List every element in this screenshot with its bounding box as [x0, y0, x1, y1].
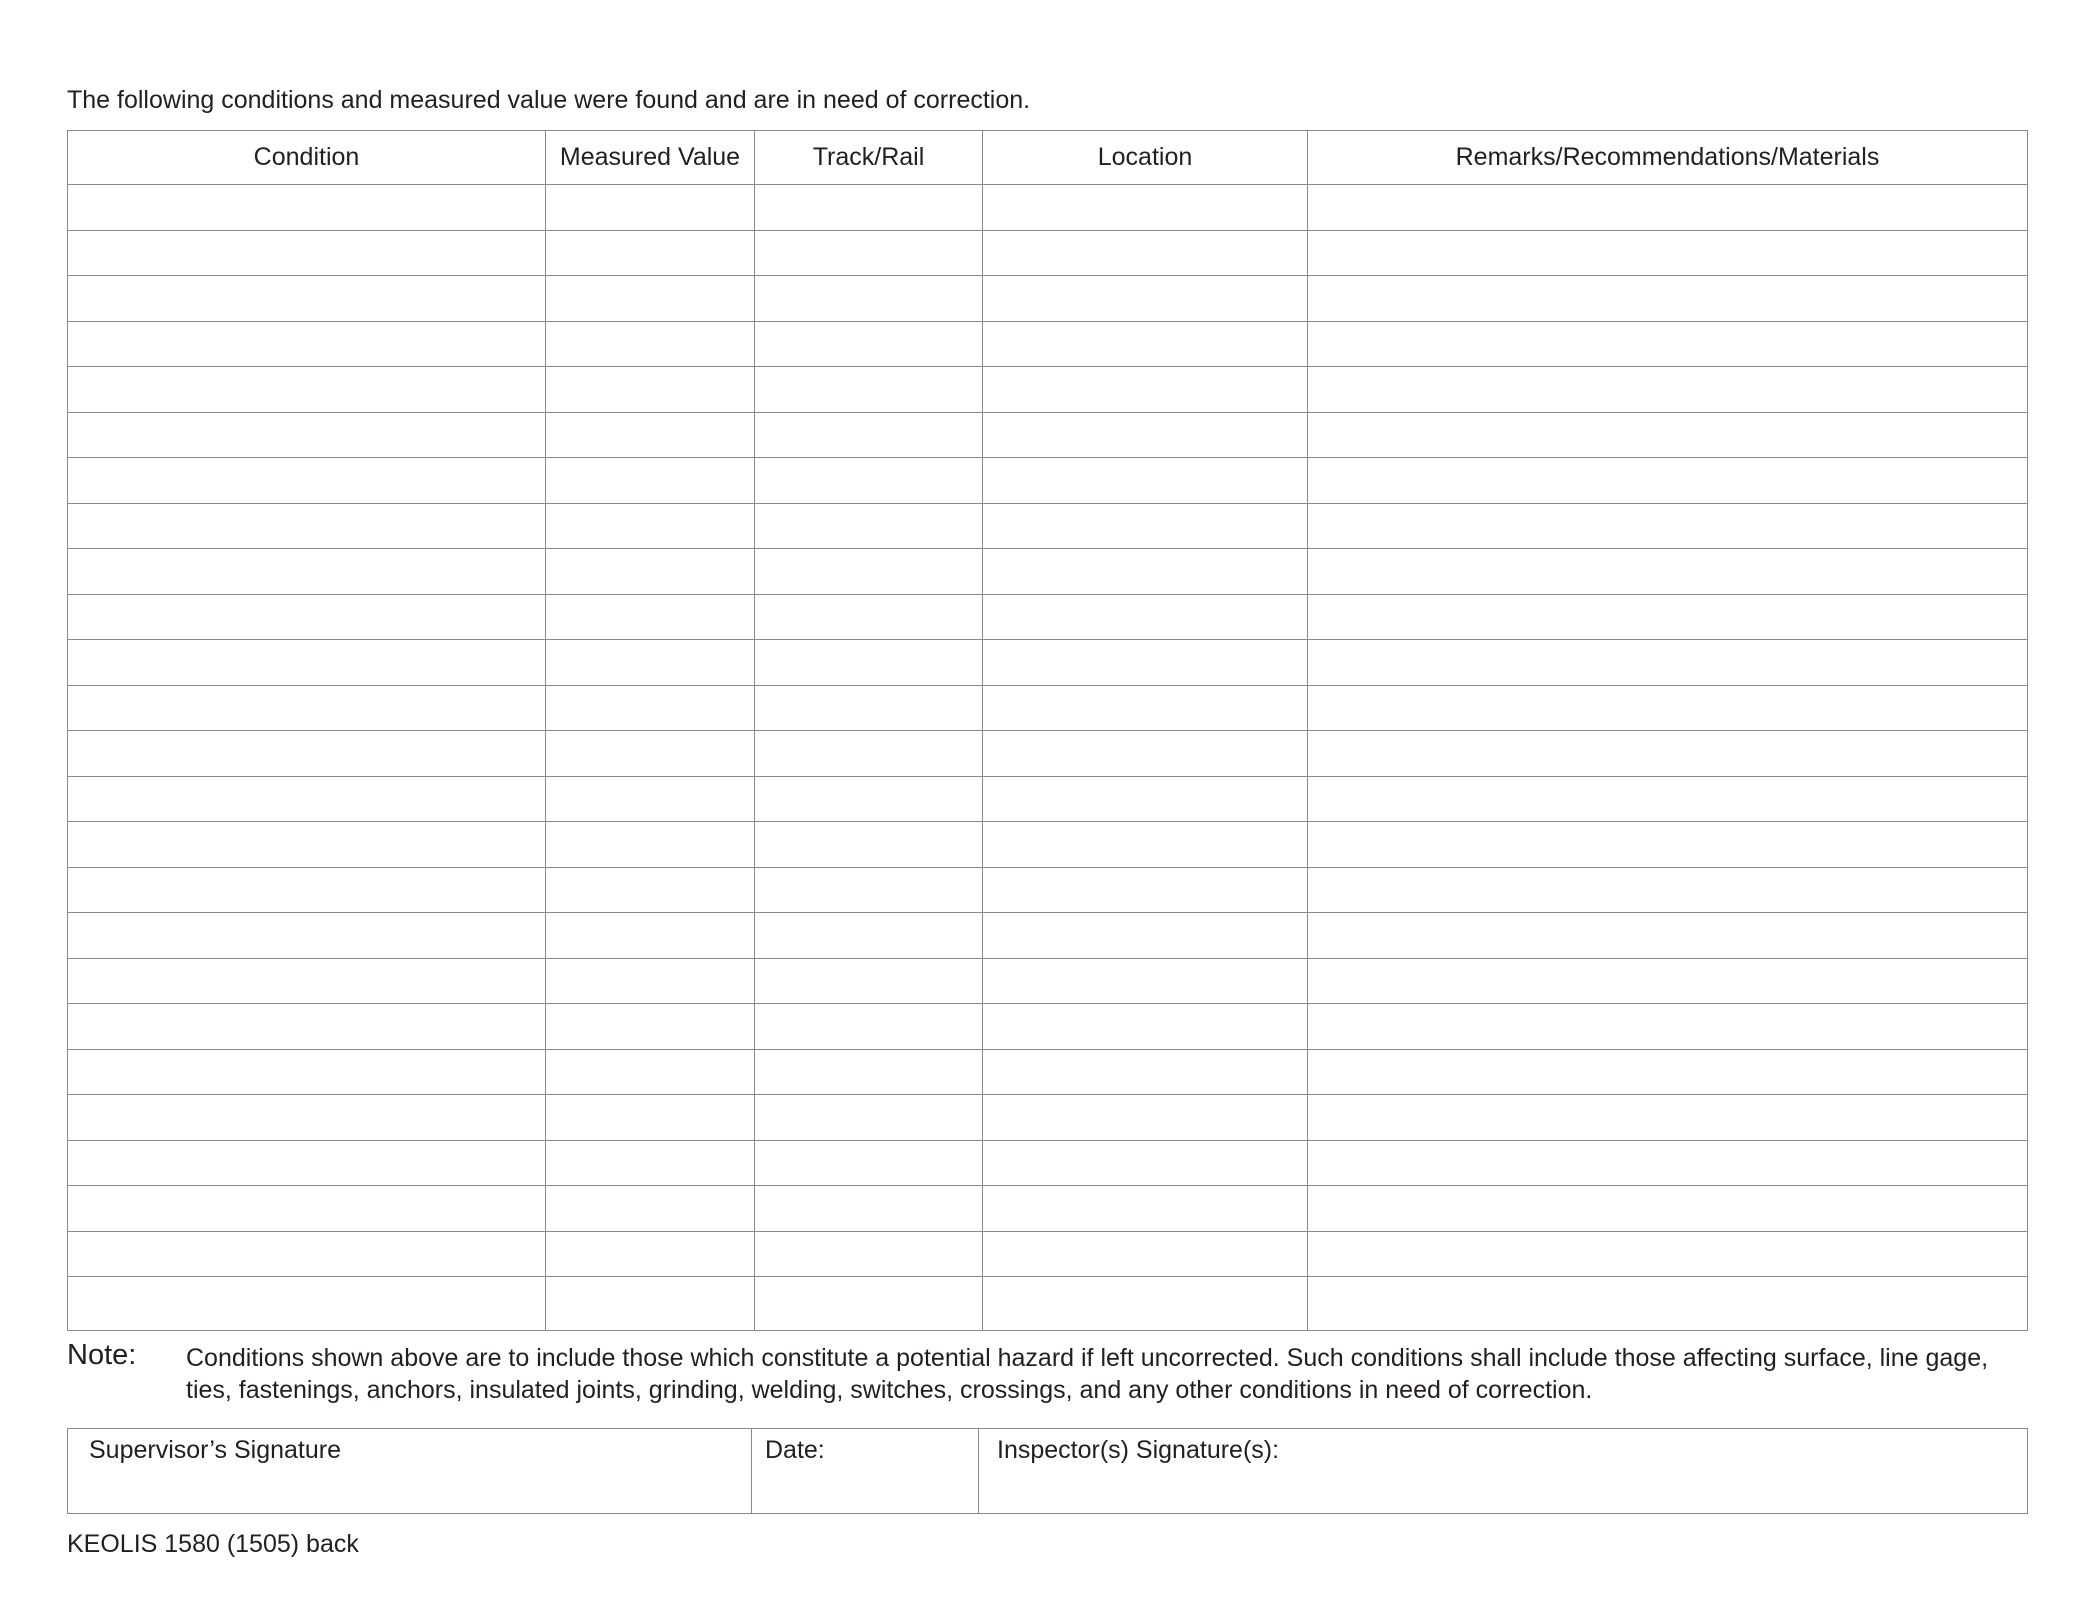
condition-cell[interactable]: [68, 321, 546, 367]
track-rail-cell[interactable]: [755, 503, 983, 549]
remarks-cell[interactable]: [1308, 230, 2028, 276]
table-row: [68, 958, 2028, 1004]
table-row: [68, 685, 2028, 731]
remarks-cell[interactable]: [1308, 731, 2028, 777]
measured-value-cell[interactable]: [546, 230, 755, 276]
remarks-cell[interactable]: [1308, 594, 2028, 640]
location-cell[interactable]: [983, 913, 1308, 959]
remarks-cell[interactable]: [1308, 685, 2028, 731]
measured-value-cell[interactable]: [546, 594, 755, 640]
condition-cell[interactable]: [68, 958, 546, 1004]
supervisor-signature-field[interactable]: [68, 1429, 752, 1514]
track-rail-cell[interactable]: [755, 185, 983, 231]
measured-value-cell[interactable]: [546, 1277, 755, 1331]
table-row: [68, 1095, 2028, 1141]
table-row: [68, 1140, 2028, 1186]
remarks-cell[interactable]: [1308, 412, 2028, 458]
condition-cell[interactable]: [68, 594, 546, 640]
table-row: [68, 776, 2028, 822]
column-header-measured-value: Measured Value: [546, 131, 755, 185]
remarks-cell[interactable]: [1308, 321, 2028, 367]
measured-value-cell[interactable]: [546, 776, 755, 822]
condition-cell[interactable]: [68, 1140, 546, 1186]
location-cell[interactable]: [983, 822, 1308, 868]
column-header-track-rail: Track/Rail: [755, 131, 983, 185]
measured-value-cell[interactable]: [546, 412, 755, 458]
inspector-signature-label: Inspector(s) Signature(s):: [997, 1436, 1280, 1464]
table-row: [68, 1277, 2028, 1331]
column-header-remarks: Remarks/Recommendations/Materials: [1308, 131, 2028, 185]
track-rail-cell[interactable]: [755, 594, 983, 640]
location-cell[interactable]: [983, 1231, 1308, 1277]
table-row: [68, 412, 2028, 458]
track-rail-cell[interactable]: [755, 1186, 983, 1232]
condition-cell[interactable]: [68, 1186, 546, 1232]
track-rail-cell[interactable]: [755, 685, 983, 731]
location-cell[interactable]: [983, 685, 1308, 731]
table-row: [68, 276, 2028, 322]
condition-cell[interactable]: [68, 1095, 546, 1141]
location-cell[interactable]: [983, 776, 1308, 822]
location-cell[interactable]: [983, 230, 1308, 276]
location-cell[interactable]: [983, 321, 1308, 367]
measured-value-cell[interactable]: [546, 822, 755, 868]
track-rail-cell[interactable]: [755, 412, 983, 458]
location-cell[interactable]: [983, 1186, 1308, 1232]
table-row: [68, 822, 2028, 868]
measured-value-cell[interactable]: [546, 1004, 755, 1050]
remarks-cell[interactable]: [1308, 867, 2028, 913]
track-rail-cell[interactable]: [755, 958, 983, 1004]
track-rail-cell[interactable]: [755, 640, 983, 686]
table-row: [68, 913, 2028, 959]
track-rail-cell[interactable]: [755, 1277, 983, 1331]
table-row: [68, 185, 2028, 231]
condition-cell[interactable]: [68, 685, 546, 731]
table-row: [68, 230, 2028, 276]
location-cell[interactable]: [983, 1004, 1308, 1050]
track-rail-cell[interactable]: [755, 1140, 983, 1186]
track-rail-cell[interactable]: [755, 822, 983, 868]
measured-value-cell[interactable]: [546, 503, 755, 549]
location-cell[interactable]: [983, 185, 1308, 231]
column-header-location: Location: [983, 131, 1308, 185]
condition-cell[interactable]: [68, 276, 546, 322]
location-cell[interactable]: [983, 503, 1308, 549]
track-rail-cell[interactable]: [755, 1231, 983, 1277]
table-row: [68, 640, 2028, 686]
condition-cell[interactable]: [68, 1231, 546, 1277]
track-rail-cell[interactable]: [755, 367, 983, 413]
remarks-cell[interactable]: [1308, 1186, 2028, 1232]
table-row: [68, 731, 2028, 777]
table-row: [68, 549, 2028, 595]
measured-value-cell[interactable]: [546, 1186, 755, 1232]
condition-cell[interactable]: [68, 776, 546, 822]
measured-value-cell[interactable]: [546, 731, 755, 777]
remarks-cell[interactable]: [1308, 1231, 2028, 1277]
note-text: Conditions shown above are to include those which constitute a potential hazard if left uncorrected. Such conditions shall include those affecting surface, line gage, ties, fastenings, anchors, insulated joints, grinding, welding, switches, crossings, and any other conditions in need of correction.: [186, 1344, 1989, 1404]
remarks-cell[interactable]: [1308, 640, 2028, 686]
condition-cell[interactable]: [68, 503, 546, 549]
condition-cell[interactable]: [68, 367, 546, 413]
measured-value-cell[interactable]: [546, 367, 755, 413]
measured-value-cell[interactable]: [546, 958, 755, 1004]
condition-cell[interactable]: [68, 185, 546, 231]
remarks-cell[interactable]: [1308, 276, 2028, 322]
remarks-cell[interactable]: [1308, 822, 2028, 868]
track-rail-cell[interactable]: [755, 731, 983, 777]
location-cell[interactable]: [983, 1277, 1308, 1331]
location-cell[interactable]: [983, 412, 1308, 458]
date-field[interactable]: [752, 1429, 979, 1514]
supervisor-signature-label: Supervisor’s Signature: [89, 1436, 341, 1464]
location-cell[interactable]: [983, 867, 1308, 913]
remarks-cell[interactable]: [1308, 1277, 2028, 1331]
location-cell[interactable]: [983, 1095, 1308, 1141]
note-label: Note:: [67, 1339, 137, 1371]
remarks-cell[interactable]: [1308, 1140, 2028, 1186]
table-row: [68, 321, 2028, 367]
table-row: [68, 867, 2028, 913]
location-cell[interactable]: [983, 1140, 1308, 1186]
remarks-cell[interactable]: [1308, 1095, 2028, 1141]
measured-value-cell[interactable]: [546, 1049, 755, 1095]
condition-cell[interactable]: [68, 640, 546, 686]
remarks-cell[interactable]: [1308, 549, 2028, 595]
track-rail-cell[interactable]: [755, 230, 983, 276]
measured-value-cell[interactable]: [546, 867, 755, 913]
track-rail-cell[interactable]: [755, 1004, 983, 1050]
column-header-condition: Condition: [68, 131, 546, 185]
conditions-table: [67, 130, 2028, 1331]
condition-cell[interactable]: [68, 731, 546, 777]
location-cell[interactable]: [983, 458, 1308, 504]
location-cell[interactable]: [983, 1049, 1308, 1095]
inspector-signature-field[interactable]: [979, 1429, 2028, 1514]
condition-cell[interactable]: [68, 412, 546, 458]
measured-value-cell[interactable]: [546, 640, 755, 686]
table-row: [68, 1004, 2028, 1050]
remarks-cell[interactable]: [1308, 913, 2028, 959]
location-cell[interactable]: [983, 276, 1308, 322]
measured-value-cell[interactable]: [546, 549, 755, 595]
intro-text: The following conditions and measured value were found and are in need of correction.: [67, 86, 1031, 114]
signature-table: [67, 1428, 2028, 1514]
table-row: [68, 367, 2028, 413]
table-row: [68, 458, 2028, 504]
table-row: [68, 1231, 2028, 1277]
location-cell[interactable]: [983, 594, 1308, 640]
date-label: Date:: [765, 1436, 825, 1464]
location-cell[interactable]: [983, 367, 1308, 413]
form-id: KEOLIS 1580 (1505) back: [67, 1530, 359, 1558]
track-rail-cell[interactable]: [755, 913, 983, 959]
table-header-row: [68, 131, 2028, 185]
track-rail-cell[interactable]: [755, 776, 983, 822]
remarks-cell[interactable]: [1308, 1049, 2028, 1095]
remarks-cell[interactable]: [1308, 503, 2028, 549]
location-cell[interactable]: [983, 640, 1308, 686]
table-row: [68, 503, 2028, 549]
track-rail-cell[interactable]: [755, 276, 983, 322]
location-cell[interactable]: [983, 731, 1308, 777]
measured-value-cell[interactable]: [546, 185, 755, 231]
remarks-cell[interactable]: [1308, 185, 2028, 231]
measured-value-cell[interactable]: [546, 321, 755, 367]
measured-value-cell[interactable]: [546, 1140, 755, 1186]
condition-cell[interactable]: [68, 1004, 546, 1050]
measured-value-cell[interactable]: [546, 685, 755, 731]
condition-cell[interactable]: [68, 458, 546, 504]
track-rail-cell[interactable]: [755, 549, 983, 595]
measured-value-cell[interactable]: [546, 276, 755, 322]
table-row: [68, 1049, 2028, 1095]
location-cell[interactable]: [983, 549, 1308, 595]
track-rail-cell[interactable]: [755, 867, 983, 913]
remarks-cell[interactable]: [1308, 458, 2028, 504]
condition-cell[interactable]: [68, 549, 546, 595]
measured-value-cell[interactable]: [546, 458, 755, 504]
condition-cell[interactable]: [68, 1277, 546, 1331]
remarks-cell[interactable]: [1308, 1004, 2028, 1050]
condition-cell[interactable]: [68, 230, 546, 276]
measured-value-cell[interactable]: [546, 1231, 755, 1277]
condition-cell[interactable]: [68, 822, 546, 868]
measured-value-cell[interactable]: [546, 1095, 755, 1141]
track-rail-cell[interactable]: [755, 321, 983, 367]
remarks-cell[interactable]: [1308, 367, 2028, 413]
condition-cell[interactable]: [68, 1049, 546, 1095]
track-rail-cell[interactable]: [755, 1095, 983, 1141]
track-rail-cell[interactable]: [755, 1049, 983, 1095]
table-row: [68, 1186, 2028, 1232]
remarks-cell[interactable]: [1308, 958, 2028, 1004]
condition-cell[interactable]: [68, 913, 546, 959]
condition-cell[interactable]: [68, 867, 546, 913]
location-cell[interactable]: [983, 958, 1308, 1004]
remarks-cell[interactable]: [1308, 776, 2028, 822]
table-row: [68, 594, 2028, 640]
measured-value-cell[interactable]: [546, 913, 755, 959]
track-rail-cell[interactable]: [755, 458, 983, 504]
